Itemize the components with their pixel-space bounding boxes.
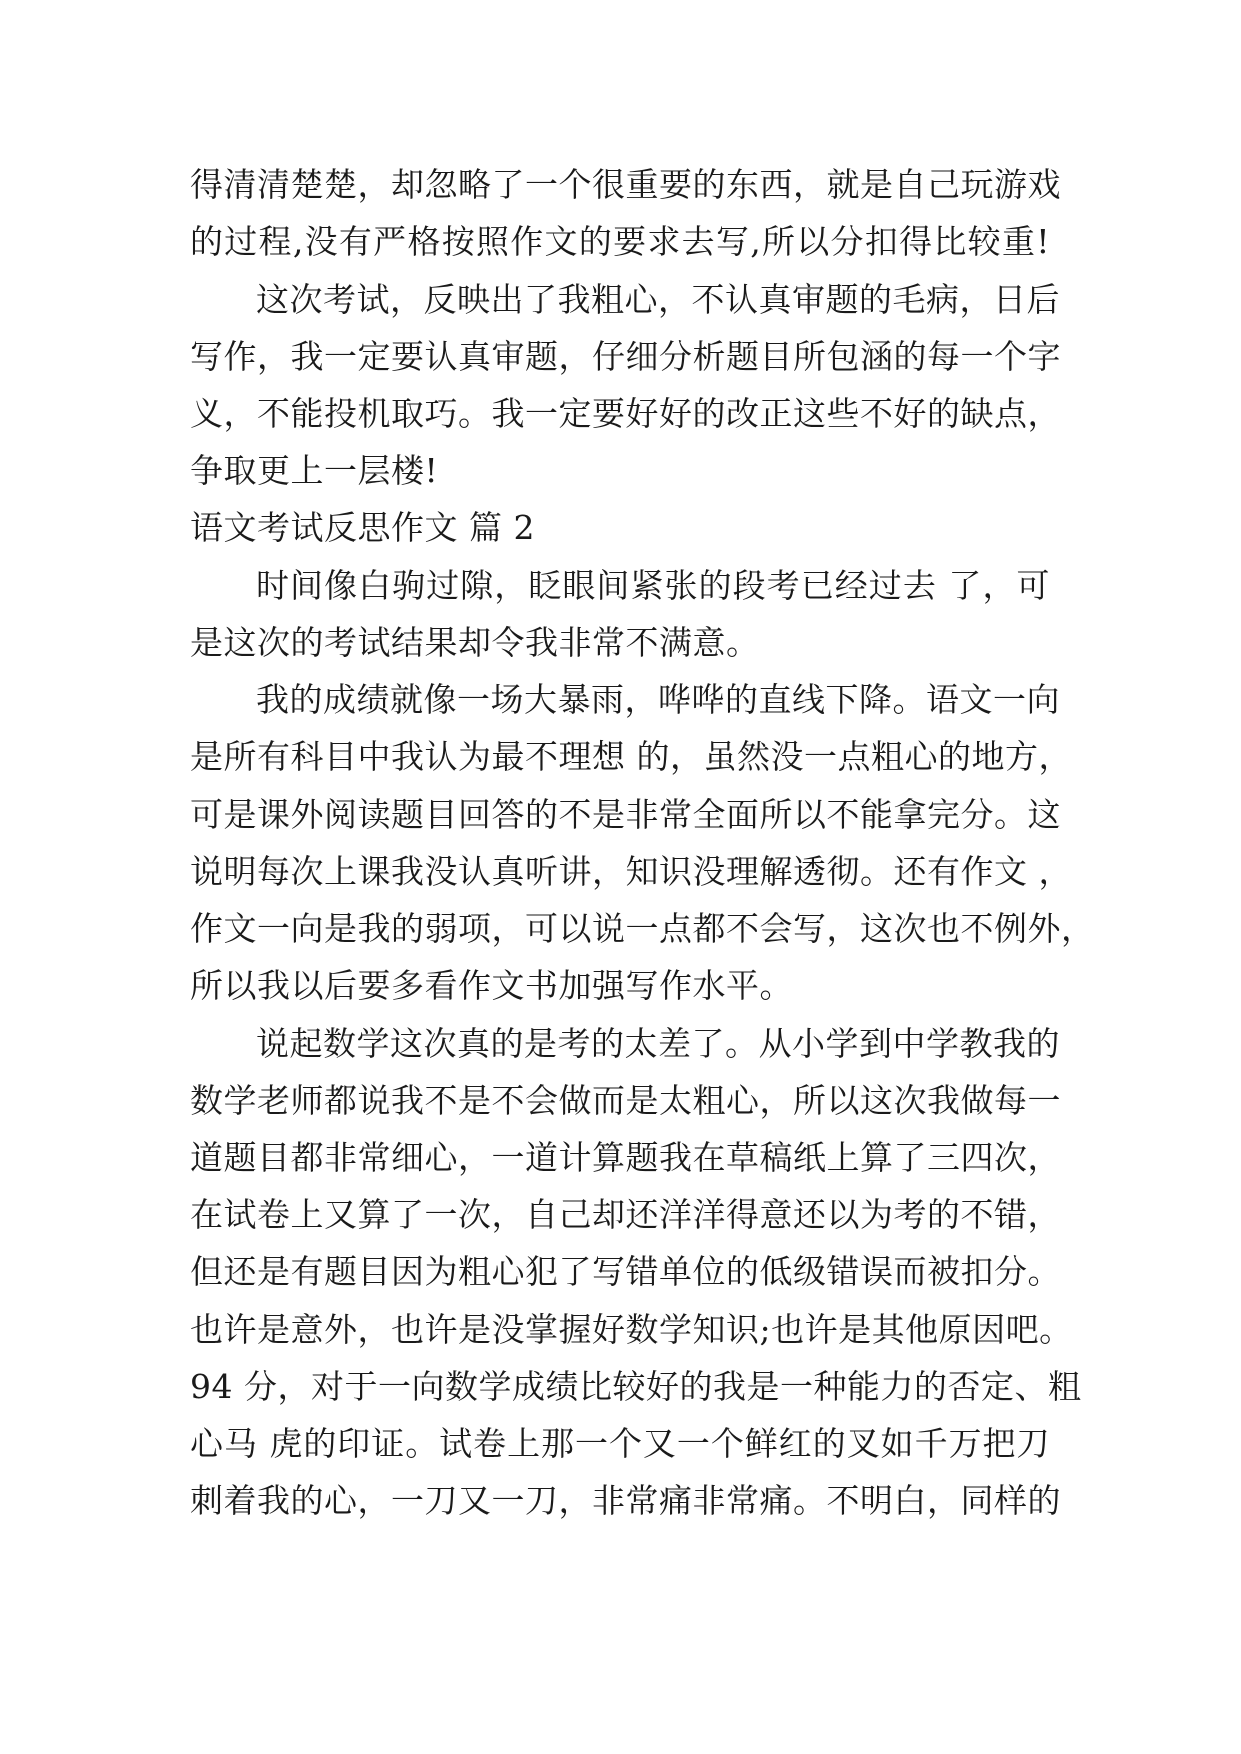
text-line: 94 分，对于一向数学成绩比较好的我是一种能力的否定、粗 bbox=[190, 1367, 1082, 1406]
text-line: 是所有科目中我认为最不理想 的，虽然没一点粗心的地方， bbox=[190, 737, 1072, 776]
text-line: 心马 虎的印证。试卷上那一个又一个鲜红的叉如千万把刀 bbox=[190, 1424, 1050, 1463]
text-line: 时间像白驹过隙，眨眼间紧张的段考已经过去 了，可 bbox=[256, 566, 1050, 605]
text-line: 我的成绩就像一场大暴雨，哗哗的直线下降。语文一向 bbox=[256, 680, 1060, 719]
text-line: 所以我以后要多看作文书加强写作水平。 bbox=[190, 966, 793, 1005]
text-line: 得清清楚楚，却忽略了一个很重要的东西，就是自己玩游戏 bbox=[190, 165, 1061, 204]
text-line: 写作，我一定要认真审题，仔细分析题目所包涵的每一个字 bbox=[190, 337, 1061, 376]
section-heading: 语文考试反思作文 篇 2 bbox=[190, 508, 535, 547]
text-line: 数学老师都说我不是不会做而是太粗心，所以这次我做每一 bbox=[190, 1081, 1061, 1120]
text-line: 争取更上一层楼! bbox=[190, 451, 439, 490]
text-line: 道题目都非常细心，一道计算题我在草稿纸上算了三四次， bbox=[190, 1138, 1061, 1177]
text-line: 说明每次上课我没认真听讲，知识没理解透彻。还有作文 ， bbox=[190, 852, 1072, 891]
text-line: 的过程,没有严格按照作文的要求去写,所以分扣得比较重! bbox=[190, 222, 1050, 261]
text-line: 这次考试，反映出了我粗心，不认真审题的毛病，日后 bbox=[256, 280, 1060, 319]
text-line: 义，不能投机取巧。我一定要好好的改正这些不好的缺点， bbox=[190, 394, 1061, 433]
text-line: 是这次的考试结果却令我非常不满意。 bbox=[190, 623, 760, 662]
text-line: 说起数学这次真的是考的太差了。从小学到中学教我的 bbox=[256, 1024, 1060, 1063]
text-line: 作文一向是我的弱项，可以说一点都不会写，这次也不例外， bbox=[190, 909, 1095, 948]
text-line: 可是课外阅读题目回答的不是非常全面所以不能拿完分。这 bbox=[190, 795, 1061, 834]
text-line: 在试卷上又算了一次，自己却还洋洋得意还以为考的不错， bbox=[190, 1195, 1061, 1234]
text-line: 但还是有题目因为粗心犯了写错单位的低级错误而被扣分。 bbox=[190, 1252, 1061, 1291]
text-line: 刺着我的心，一刀又一刀，非常痛非常痛。不明白，同样的 bbox=[190, 1481, 1061, 1520]
text-line: 也许是意外，也许是没掌握好数学知识;也许是其他原因吧。 bbox=[190, 1310, 1073, 1349]
